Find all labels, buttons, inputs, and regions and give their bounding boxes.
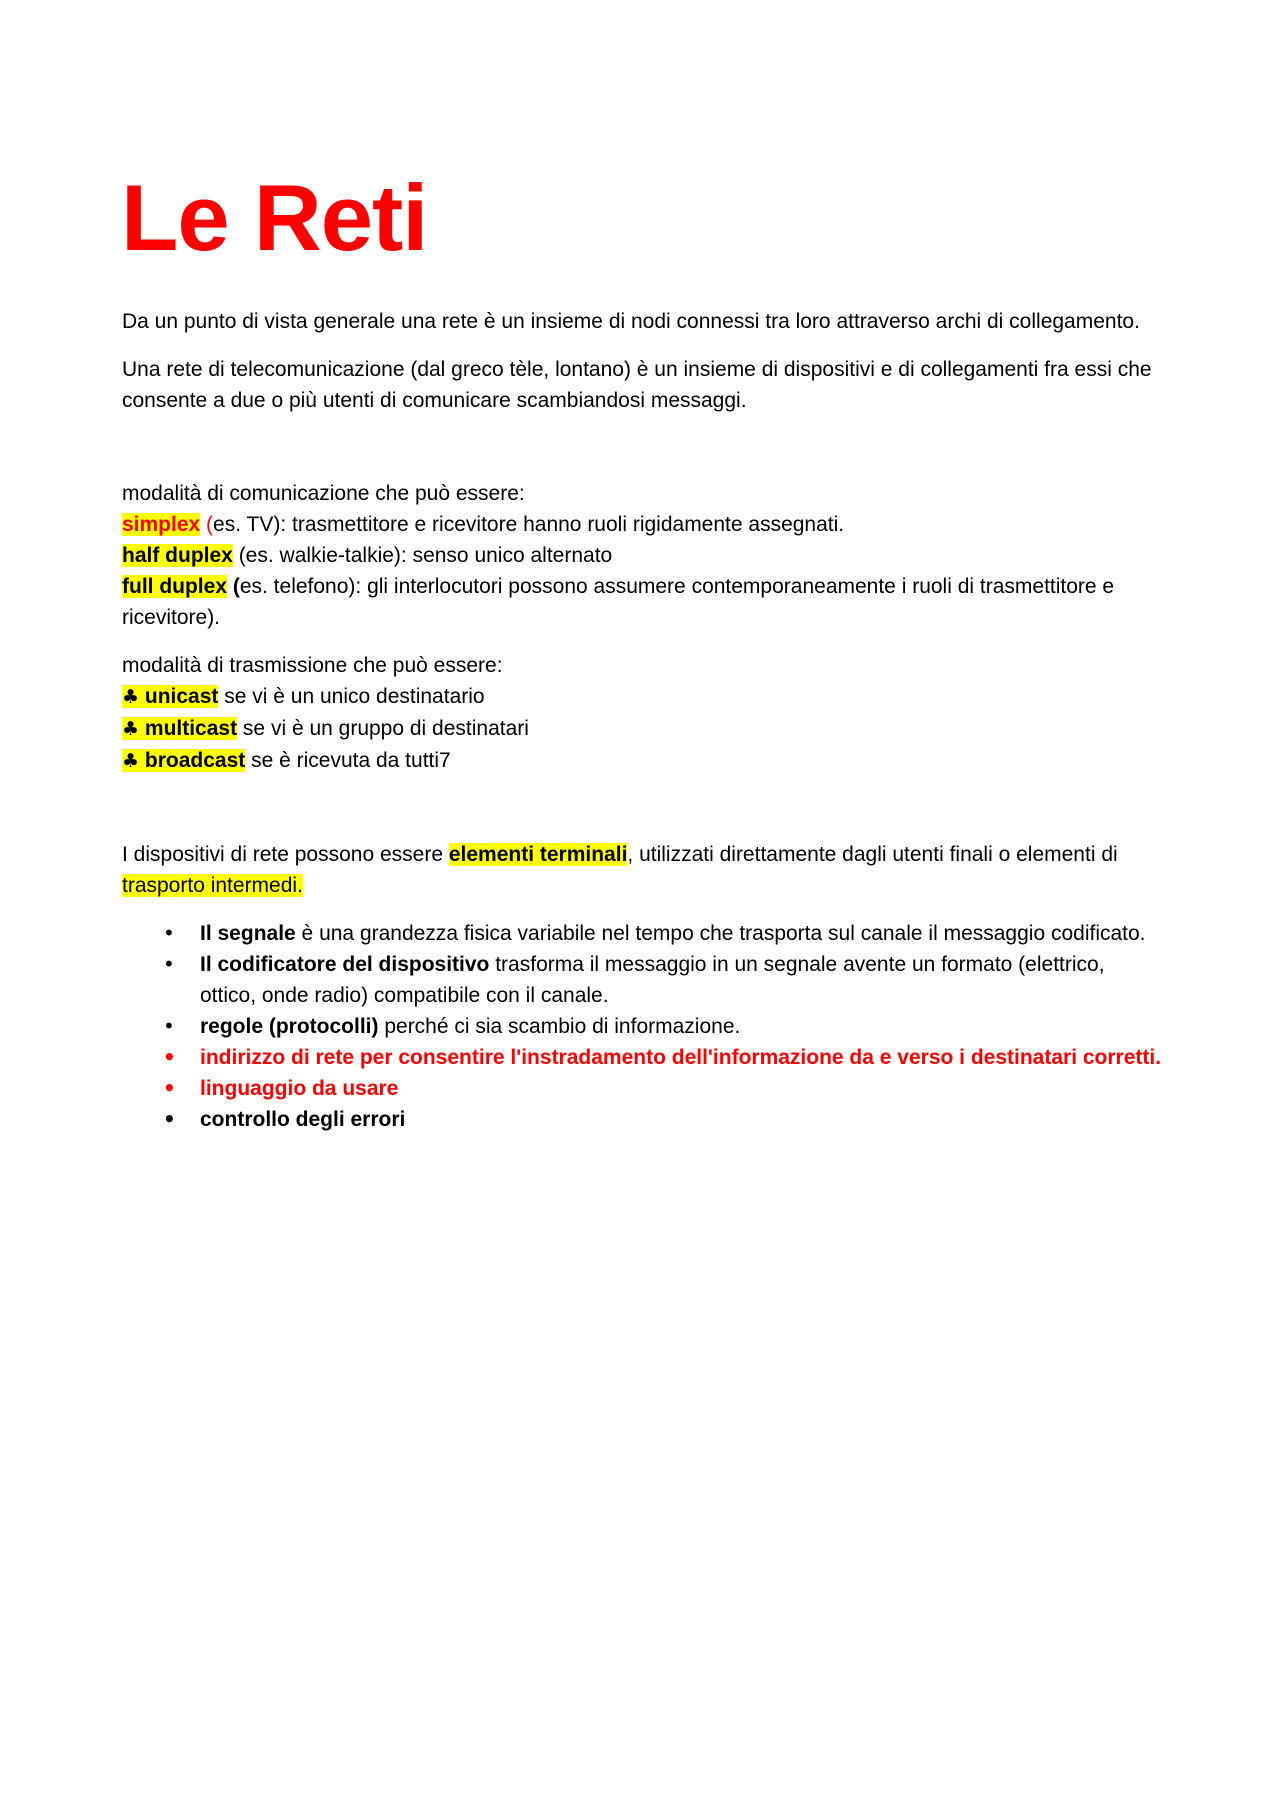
transmission-item-broadcast <box>122 745 1162 777</box>
bullet-icon: • <box>163 952 175 976</box>
intermediate-transport-term: trasporto intermedi. <box>122 874 303 897</box>
transmission-modes <box>122 650 1162 777</box>
list-item: • controllo degli errori <box>200 1104 1162 1135</box>
broadcast-term: ♣ broadcast <box>122 749 246 772</box>
transmission-item-unicast <box>122 681 1162 713</box>
bullet-icon: • <box>163 921 175 945</box>
simplex-description: es. TV): trasmettitore e ricevitore hanno ruoli rigidamente assegnati. <box>213 513 845 536</box>
simplex-paren: ( <box>200 513 214 536</box>
page-title: Le Reti <box>121 165 428 270</box>
simplex-line <box>122 509 1162 540</box>
bullet-icon: • <box>163 1076 176 1100</box>
full-duplex-description: es. telefono): gli interlocutori possono assumere contemporaneamente i ruoli di trasmettitore e ricevitore). <box>122 575 1115 629</box>
transmission-item-multicast <box>122 713 1162 745</box>
half-duplex-description: (es. walkie-talkie): senso unico alternato <box>232 544 613 567</box>
unicast-description: se vi è un unico destinatario <box>218 685 485 708</box>
bullet-list <box>122 918 1162 1135</box>
terminal-elements-term: elementi terminali <box>448 843 628 866</box>
club-icon: ♣ <box>122 750 140 772</box>
broadcast-description: se è ricevuta da tutti7 <box>245 749 451 772</box>
list-item: • linguaggio da usare <box>200 1073 1162 1104</box>
communication-heading: modalità di comunicazione che può essere: <box>122 482 525 505</box>
intro-paragraph-1: Da un punto di vista generale una rete è un insieme di nodi connessi tra loro attraverso archi di collegamento. <box>122 310 1140 333</box>
transmission-heading: modalità di trasmissione che può essere: <box>122 654 503 677</box>
full-duplex-term: full duplex <box>122 575 227 598</box>
full-duplex-paren: ( <box>227 575 240 598</box>
bullet-icon: • <box>163 1107 176 1131</box>
multicast-description: se vi è un gruppo di destinatari <box>237 717 529 740</box>
simplex-term: simplex <box>122 513 201 536</box>
multicast-term: ♣ multicast <box>122 717 238 740</box>
club-icon: ♣ <box>122 718 140 740</box>
club-icon: ♣ <box>122 686 140 708</box>
communication-modes <box>122 478 1162 633</box>
list-item: • indirizzo di rete per consentire l'instradamento dell'informazione da e verso i destinatari corretti. <box>200 1042 1162 1073</box>
list-item: • Il codificatore del dispositivo trasforma il messaggio in un segnale avente un formato (elettrico, ottico, onde radio) compatibile con il canale. <box>200 949 1162 1011</box>
half-duplex-line <box>122 540 1162 571</box>
document-body <box>122 306 1162 1135</box>
bullet-icon: • <box>163 1045 176 1069</box>
full-duplex-line <box>122 571 1162 633</box>
list-item: • regole (protocolli) perché ci sia scambio di informazione. <box>200 1011 1162 1042</box>
bullet-icon: • <box>163 1014 175 1038</box>
half-duplex-term: half duplex <box>122 544 233 567</box>
devices-paragraph: I dispositivi di rete possono essere elementi terminali, utilizzati direttamente dagli utenti finali o elementi di trasporto intermedi. <box>122 843 1118 897</box>
intro-paragraph-2: Una rete di telecomunicazione (dal greco tèle, lontano) è un insieme di dispositivi e di collegamenti fra essi che consente a due o più utenti di comunicare scambiandosi messaggi. <box>122 358 1152 412</box>
unicast-term: ♣ unicast <box>122 685 219 708</box>
list-item: • Il segnale è una grandezza fisica variabile nel tempo che trasporta sul canale il messaggio codificato. <box>200 918 1162 949</box>
